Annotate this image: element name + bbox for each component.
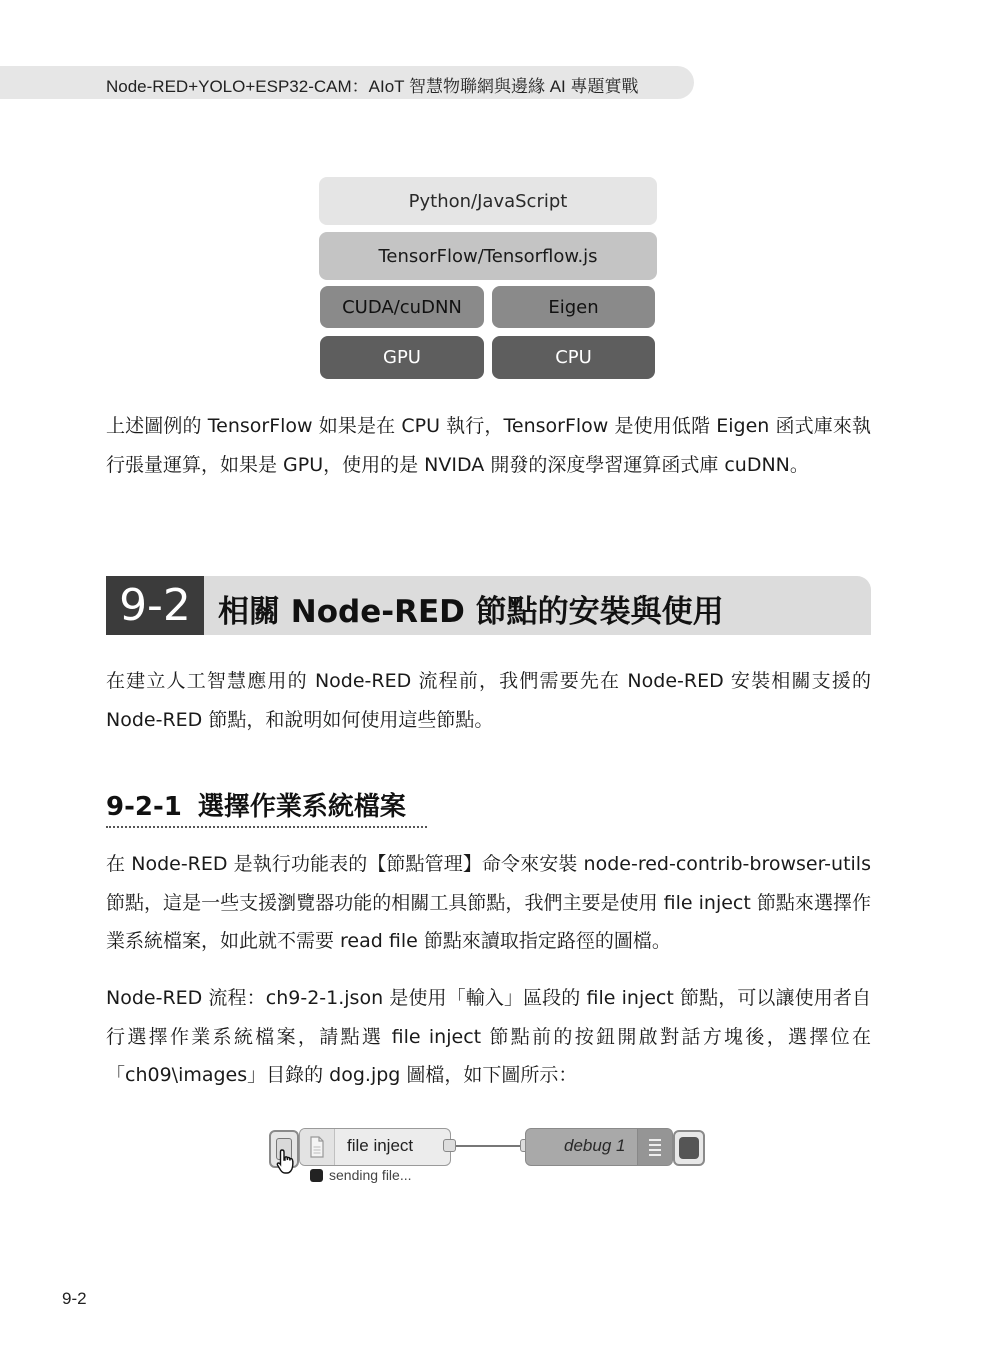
inject-output-port[interactable] [443,1139,456,1152]
subsection-dotted-underline [106,826,427,828]
file-inject-node[interactable] [299,1128,451,1166]
paragraph-flow-description: Node-RED 流程：ch9-2-1.json 是使用「輸入」區段的 file inject 節點，可以讓使用者自行選擇作業系統檔案，請點選 file inject 節點前的按鈕開啟對話方塊後，選擇位在「ch09\images」目錄的 dog.jpg 圖檔，如下圖所示： [106,987,871,1086]
subsection-number: 9-2-1 [106,792,182,822]
file-icon [300,1129,335,1165]
book-title: Node-RED+YOLO+ESP32-CAM：AIoT 智慧物聯網與邊緣 AI 專題實戰 [106,77,639,96]
paragraph-tensorflow-explanation: 上述圖例的 TensorFlow 如果是在 CPU 執行，TensorFlow 是使用低階 Eigen 函式庫來執行張量運算，如果是 GPU，使用的是 NVIDA 開發的深度學習運算函式庫 cuDNN。 [106,415,871,476]
subsection-title: 選擇作業系統檔案 [197,792,406,822]
layer-cuda-cudnn: CUDA/cuDNN [320,286,484,328]
status-text: sending file... [329,1167,412,1183]
layer-gpu: GPU [320,336,484,379]
section-title: 相關 Node-RED 節點的安裝與使用 [218,594,724,630]
subsection-heading [106,786,406,823]
node-red-flow-figure [265,1120,710,1195]
list-icon [637,1129,672,1165]
status-square-icon [310,1169,323,1182]
hand-cursor-icon [275,1148,297,1180]
paragraph-section-intro: 在建立人工智慧應用的 Node-RED 流程前，我們需要先在 Node-RED 安裝相關支援的 Node-RED 節點，和說明如何使用這些節點。 [106,670,871,731]
tensorflow-stack-diagram [319,177,657,379]
inject-status [310,1167,412,1183]
layer-eigen: Eigen [492,286,655,328]
page-number: 9-2 [62,1289,87,1308]
debug-toggle-button[interactable] [673,1130,705,1166]
file-inject-label: file inject [347,1136,414,1155]
section-number: 9-2 [106,576,204,635]
paragraph-install-nodes: 在 Node-RED 是執行功能表的【節點管理】命令來安裝 node-red-contrib-browser-utils 節點，這是一些支援瀏覽器功能的相關工具節點，我們主要是使用 file inject 節點來選擇作業系統檔案，如此就不需要 read file 節點來讀取指定路徑的圖檔。 [106,853,871,952]
layer-python-javascript: Python/JavaScript [319,177,657,225]
layer-cpu: CPU [492,336,655,379]
debug-node[interactable] [525,1128,673,1166]
debug-toggle-face [679,1137,699,1159]
layer-tensorflow: TensorFlow/Tensorflow.js [319,232,657,280]
debug-label: debug 1 [564,1136,626,1155]
